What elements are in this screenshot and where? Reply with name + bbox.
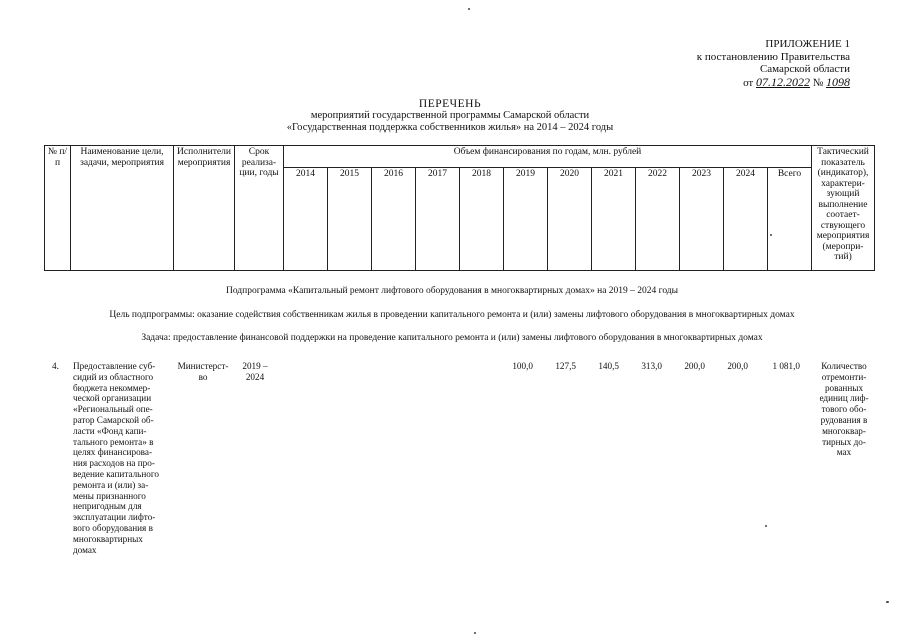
value-2021: 140,5 (598, 361, 619, 371)
row-executor (174, 361, 232, 383)
row-name-line: вого оборудования в (73, 522, 153, 533)
subprogram-title: Подпрограмма «Капитальный ремонт лифтового оборудования в многоквартирных домах» на 2019 – 2024 годы (225, 286, 679, 296)
row-indicator-line: тирных до- (822, 436, 866, 447)
col-funding-group: Объем финансирования по годам, млн. рублей (284, 146, 812, 168)
row-executor-line: Министерст- (177, 361, 229, 371)
row-name-line: многоквартирных (73, 533, 143, 544)
year-header: 2015 (328, 168, 372, 271)
row-indicator-line: тового обо- (821, 404, 867, 415)
row-name-line: сидий из областного (73, 371, 154, 382)
value-2019: 100,0 (512, 361, 533, 371)
header-table (44, 145, 875, 271)
annex-decree: к постановлению Правительства (696, 50, 850, 63)
year-header: 2018 (460, 168, 504, 271)
date-value: 07.12.2022 (756, 74, 810, 89)
row-name-line: ческой организации (73, 393, 152, 404)
year-header: 2023 (680, 168, 724, 271)
row-name-line: тального ремонта» в (73, 436, 154, 447)
year-header: 2017 (416, 168, 460, 271)
row-indicator-line: отремонти- (821, 371, 867, 382)
value-total: 1 081,0 (772, 361, 800, 371)
year-header: 2022 (636, 168, 680, 271)
row-indicator (812, 361, 876, 458)
col-name: Наименование цели, задачи, мероприятия (71, 146, 174, 271)
annex-block (640, 38, 850, 89)
scan-speck (886, 601, 889, 603)
number-value: 1098 (826, 74, 850, 89)
row-term-line: 2019 – (242, 361, 268, 371)
scan-speck (770, 234, 772, 236)
row-indicator-line: Количество (821, 361, 867, 371)
scan-speck (765, 525, 767, 527)
row-name-line: эксплуатации лифто- (73, 512, 156, 523)
row-term-line: 2024 (245, 371, 265, 382)
scan-speck (468, 8, 470, 10)
year-header: 2016 (372, 168, 416, 271)
row-name-line: ния расходов на про- (73, 458, 155, 469)
row-name-line: домах (73, 544, 97, 555)
row-indicator-line: многоквар- (822, 425, 866, 436)
value-2023: 200,0 (684, 361, 705, 371)
row-name-line: мены признанного (73, 490, 146, 501)
row-name-line: «Региональный опе- (73, 404, 153, 415)
row-indicator-line: единиц лиф- (819, 393, 869, 404)
annex-date-line (640, 76, 850, 90)
row-name-line: ведение капитального (73, 468, 160, 479)
date-prefix: от (743, 76, 754, 89)
year-header: 2014 (284, 168, 328, 271)
year-header: 2019 (504, 168, 548, 271)
row-name-line: ремонта и (или) за- (73, 479, 149, 490)
row-name-line: целях финансирова- (73, 447, 153, 458)
row-name (73, 361, 173, 555)
row-executor-line: во (198, 371, 208, 382)
row-name-line: ласти «Фонд капи- (73, 425, 147, 436)
row-number: 4. (52, 361, 59, 371)
value-2022: 313,0 (641, 361, 662, 371)
title-line2: мероприятий государственной программы Самарской области (310, 110, 590, 121)
year-header: 2021 (592, 168, 636, 271)
row-indicator-line: мах (836, 447, 852, 458)
col-indicator: Тактический показатель (индикатор), характери- зующий выполнение соотает- ствующего мероприятия (меропри- тий) (812, 146, 875, 271)
document-title (200, 98, 700, 134)
scan-speck (474, 632, 476, 634)
annex-title: ПРИЛОЖЕНИЕ 1 (765, 38, 850, 50)
row-name-line: бюджета некоммер- (73, 382, 151, 393)
col-term: Срок реализа- ции, годы (235, 146, 284, 271)
value-2024: 200,0 (727, 361, 748, 371)
row-indicator-line: рудования в (820, 414, 868, 425)
col-num: № п/п (45, 146, 71, 271)
title-line3: «Государственная поддержка собственников жилья» на 2014 – 2024 годы (286, 122, 614, 133)
year-header: 2024 (724, 168, 768, 271)
row-name-line: Предоставление суб- (73, 361, 156, 371)
subprogram-goal: Цель подпрограммы: оказание содействия собственникам жилья в проведении капитального ремонта и (или) замены лифтового оборудования в многоквартирных домах (109, 310, 795, 320)
value-2020: 127,5 (555, 361, 576, 371)
row-indicator-line: рованных (824, 382, 864, 393)
number-prefix: № (812, 76, 824, 89)
col-executors: Исполнители мероприятия (174, 146, 235, 271)
year-header: 2020 (548, 168, 592, 271)
title-heading: ПЕРЕЧЕНЬ (418, 98, 482, 110)
year-header-total: Всего (768, 168, 812, 271)
annex-region: Самарской области (759, 63, 850, 75)
subprogram-task: Задача: предоставление финансовой поддержки на проведение капитального ремонта и (или) замены лифтового оборудования в многоквартирных домах (141, 333, 763, 343)
row-term (232, 361, 278, 383)
row-name-line: непригодным для (73, 501, 142, 512)
row-name-line: ратор Самарской об- (73, 414, 154, 425)
